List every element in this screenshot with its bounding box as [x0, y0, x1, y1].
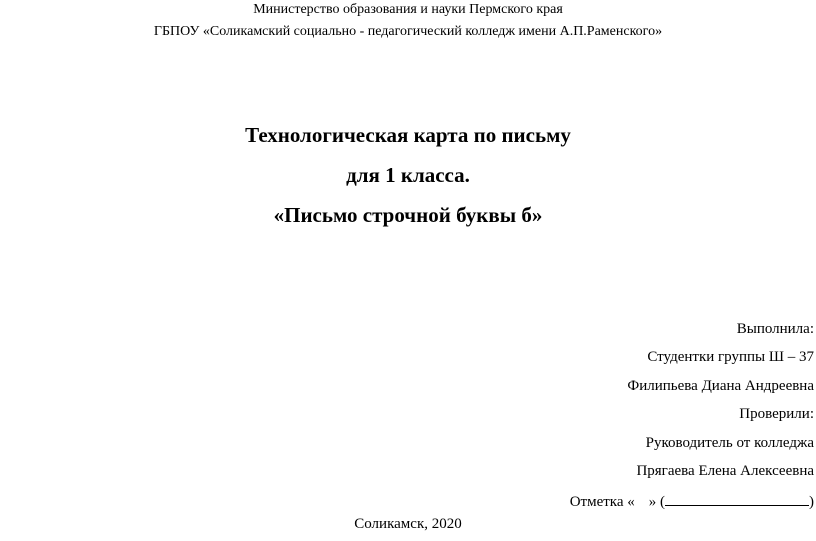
ministry-header: Министерство образования и науки Пермского края [253, 2, 563, 17]
grade-signature-blank [665, 491, 809, 506]
performed-label: Выполнила: [736, 321, 814, 337]
student-group: Студентки группы Ш – 37 [647, 349, 814, 365]
document-title-line-3: «Письмо строчной буквы б» [273, 203, 543, 227]
grade-line [570, 491, 814, 510]
checked-label: Проверили: [739, 406, 814, 422]
document-title-line-1: Технологическая карта по письму [245, 123, 571, 147]
supervisor-role: Руководитель от колледжа [645, 435, 814, 451]
grade-suffix: ) [809, 494, 814, 510]
student-name: Филипьева Диана Андреевна [627, 378, 814, 394]
grade-mid: » ( [648, 494, 665, 510]
city-year: Соликамск, 2020 [354, 516, 462, 532]
document-title-line-2: для 1 класса. [346, 163, 470, 187]
supervisor-name: Прягаева Елена Алексеевна [636, 463, 814, 479]
grade-prefix: Отметка « [569, 494, 635, 510]
college-header: ГБПОУ «Соликамский социально - педагогический колледж имени А.П.Раменского» [153, 24, 663, 39]
